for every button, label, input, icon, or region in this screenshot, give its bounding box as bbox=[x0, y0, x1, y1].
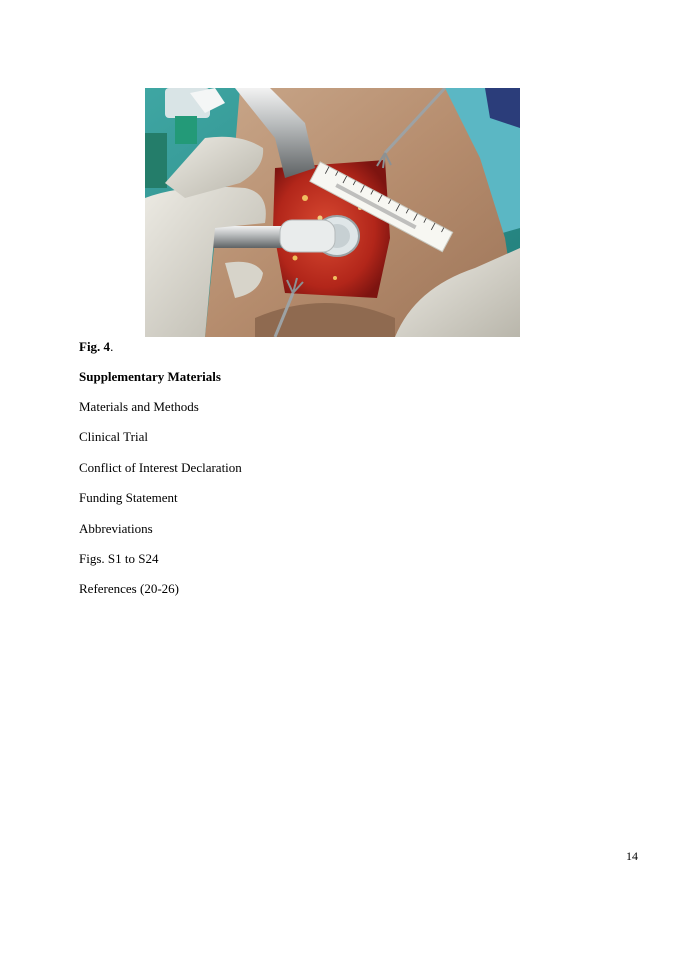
supplementary-item-figures: Figs. S1 to S24 bbox=[79, 550, 159, 566]
figure-caption-label: Fig. 4 bbox=[79, 339, 111, 354]
supplementary-item-materials-methods: Materials and Methods bbox=[79, 399, 199, 414]
figure-caption bbox=[79, 339, 113, 355]
supplementary-item-funding-statement: Funding Statement bbox=[79, 490, 178, 506]
figure-caption-suffix: . bbox=[110, 339, 114, 354]
supplementary-item-conflict-of-interest: Conflict of Interest Declaration bbox=[79, 459, 242, 475]
surgical-photo-illustration bbox=[145, 88, 520, 337]
surgical-photo bbox=[145, 88, 520, 337]
supplementary-list bbox=[79, 399, 242, 612]
supplementary-item-references: References (20-26) bbox=[79, 581, 179, 597]
supplementary-heading: Supplementary Materials bbox=[79, 369, 221, 384]
supplementary-item-clinical-trial: Clinical Trial bbox=[79, 429, 148, 445]
supplementary-item-abbreviations: Abbreviations bbox=[79, 520, 153, 536]
page-number: 14 bbox=[626, 849, 638, 863]
